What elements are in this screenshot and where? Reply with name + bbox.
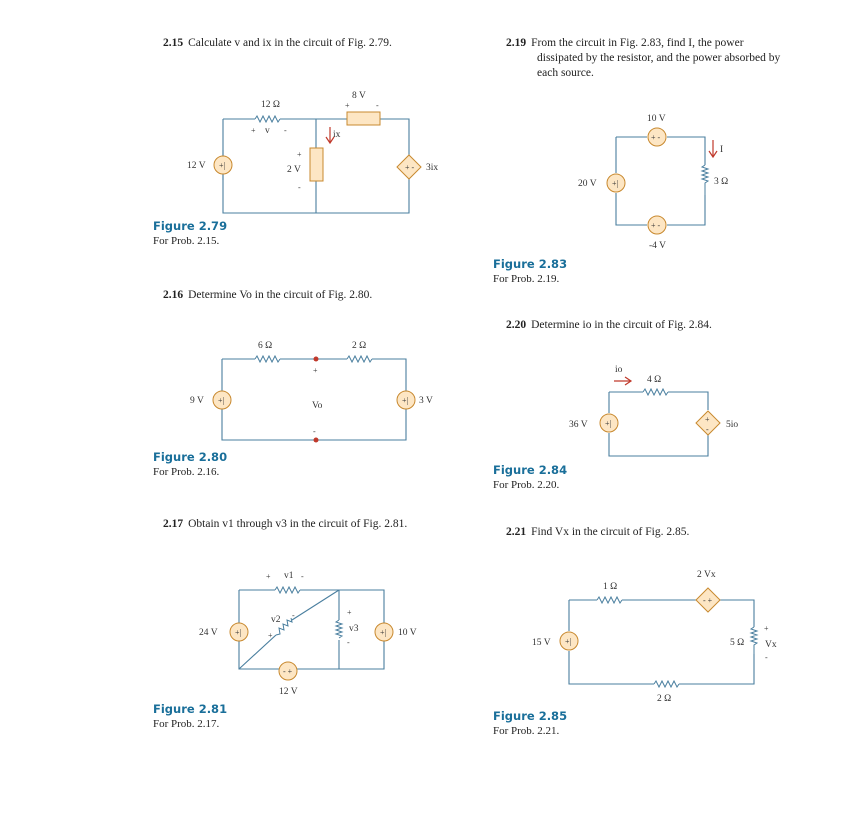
svg-text:+: + [705,415,710,424]
svg-text:-: - [298,183,301,192]
label-12ohm: 12 Ω [261,100,280,110]
svg-text:+: + [313,366,318,375]
problem-text-line-1: From the circuit in Fig. 2.83, find I, the power [531,37,744,49]
svg-text:+|: +| [235,628,242,637]
svg-text:-: - [347,638,350,647]
label-v1: v1 [284,571,294,581]
label-2ohm: 2 Ω [657,694,672,704]
svg-text:+: + [266,572,271,581]
label-8v: 8 V [352,91,366,101]
label-15v: 15 V [532,638,551,648]
svg-text:+|: +| [218,396,225,405]
figure-caption-2-80: Figure 2.80 [153,450,228,464]
problem-text: Calculate v and ix in the circuit of Fig. 2.79. [188,37,392,49]
label-5io: 5io [726,420,739,430]
figure-caption-2-83: Figure 2.83 [493,257,568,271]
problem-text-line-2: dissipated by the resistor, and the power absorbed by [537,52,781,64]
label-12v: 12 V [187,161,206,171]
svg-text:- +: - + [703,596,713,605]
svg-text:+: + [764,624,769,633]
svg-text:+ -: + - [651,221,661,230]
problem-text: Determine Vo in the circuit of Fig. 2.80. [188,289,373,301]
svg-text:-: - [292,611,295,620]
label-3v: 3 V [419,396,433,406]
svg-text:+: + [297,150,302,159]
svg-text:+: + [268,631,273,640]
label-12v: 12 V [279,687,298,697]
svg-text:+|: +| [219,161,226,170]
label-10v: 10 V [647,114,666,124]
label-i: I [720,145,724,155]
label-4ohm: 4 Ω [647,375,662,385]
svg-text:+|: +| [612,179,619,188]
figure-sub-2-79: For Prob. 2.15. [153,235,220,247]
svg-text:+|: +| [380,628,387,637]
figure-caption-2-79: Figure 2.79 [153,219,228,233]
label-1ohm: 1 Ω [603,582,618,592]
problem-number: 2.15 [163,37,184,49]
label-36v: 36 V [569,420,588,430]
svg-text:+|: +| [565,637,572,646]
svg-text:- +: - + [283,667,293,676]
problem-text-line-3: each source. [537,67,594,79]
label-3ohm: 3 Ω [714,177,729,187]
problem-number: 2.17 [163,518,184,530]
label-2v: 2 V [287,165,301,175]
svg-text:+ -: + - [651,133,661,142]
label-10v: 10 V [398,628,417,638]
figure-sub-2-83: For Prob. 2.19. [493,273,560,285]
problem-number: 2.21 [506,526,527,538]
svg-text:-: - [765,653,768,662]
figure-caption-2-84: Figure 2.84 [493,463,568,477]
label-6ohm: 6 Ω [258,341,273,351]
label-v: v [265,126,270,136]
problem-number: 2.16 [163,289,184,301]
label-5ohm: 5 Ω [730,638,745,648]
label-io: io [615,365,623,375]
figure-caption-2-85: Figure 2.85 [493,709,568,723]
label-vo: Vo [312,401,323,411]
figure-sub-2-84: For Prob. 2.20. [493,479,560,491]
problem-text: Obtain v1 through v3 in the circuit of Fig. 2.81. [188,518,408,530]
label-plus-v-minus: + [251,126,256,135]
figure-sub-2-85: For Prob. 2.21. [493,725,560,737]
svg-text:-: - [376,101,379,110]
svg-text:-: - [301,572,304,581]
figure-sub-2-80: For Prob. 2.16. [153,466,220,478]
svg-text:-: - [313,427,316,436]
label-20v: 20 V [578,179,597,189]
label-neg4v: -4 V [649,241,666,251]
svg-text:+|: +| [402,396,409,405]
problem-text: Determine io in the circuit of Fig. 2.84. [531,319,712,331]
label-vx: Vx [765,640,777,650]
label-minus: - [284,126,287,135]
svg-text:+|: +| [605,419,612,428]
label-v2: v2 [271,615,281,625]
svg-text:+ -: + - [405,163,415,172]
problem-text: Find Vx in the circuit of Fig. 2.85. [531,526,690,538]
problem-number: 2.19 [506,37,527,49]
label-2ohm: 2 Ω [352,341,367,351]
label-9v: 9 V [190,396,204,406]
label-2vx: 2 Vx [697,570,716,580]
svg-text:+: + [347,608,352,617]
svg-text:+: + [345,101,350,110]
figure-sub-2-81: For Prob. 2.17. [153,718,220,730]
label-24v: 24 V [199,628,218,638]
figure-caption-2-81: Figure 2.81 [153,702,228,716]
label-v3: v3 [349,624,359,634]
problem-number: 2.20 [506,319,527,331]
label-ix: ix [333,130,341,140]
svg-text:-: - [706,425,709,434]
label-3ix: 3ix [426,163,439,173]
